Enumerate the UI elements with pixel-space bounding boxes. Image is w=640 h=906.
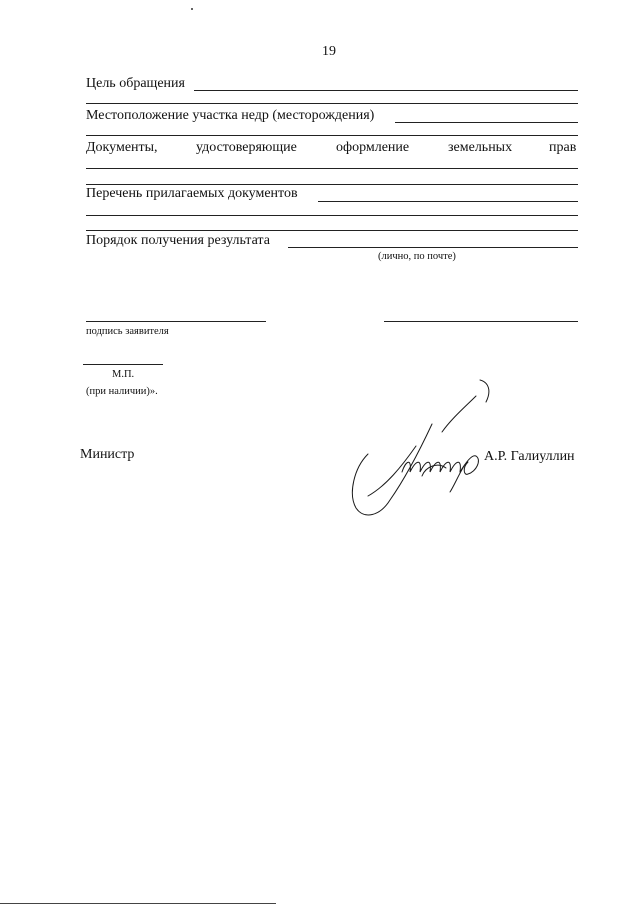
position-title: Министр [80,447,135,462]
purpose-underline [194,90,578,91]
attached-line-2 [86,215,578,216]
purpose-label: Цель обращения [86,76,185,91]
documents-word-4: земельных [448,140,513,155]
location-underline [395,122,578,123]
seal-label: М.П. [112,369,135,380]
documents-line-2 [86,184,578,185]
seal-note: (при наличии)». [86,386,158,397]
signer-name: А.Р. Галиуллин [484,449,575,464]
documents-line-1 [86,168,578,169]
scan-speck [191,8,193,10]
applicant-name-line [384,321,578,322]
purpose-line-2 [86,103,578,104]
documents-word-2: удостоверяющие [196,140,297,155]
result-hint: (лично, по почте) [378,251,456,262]
handwritten-signature [346,376,496,522]
documents-word-5: прав [549,140,577,155]
applicant-signature-line [86,321,266,322]
location-line-2 [86,135,578,136]
scan-edge-line [0,903,276,904]
page-number: 19 [322,44,336,59]
attached-label: Перечень прилагаемых документов [86,186,298,201]
seal-line [83,364,163,365]
attached-underline [318,201,578,202]
result-underline [288,247,578,248]
attached-line-3 [86,230,578,231]
location-label: Местоположение участка недр (месторождения) [86,108,375,123]
documents-word-1: Документы, [86,140,158,155]
applicant-signature-caption: подпись заявителя [86,326,169,337]
result-label: Порядок получения результата [86,233,270,248]
documents-word-3: оформление [336,140,410,155]
